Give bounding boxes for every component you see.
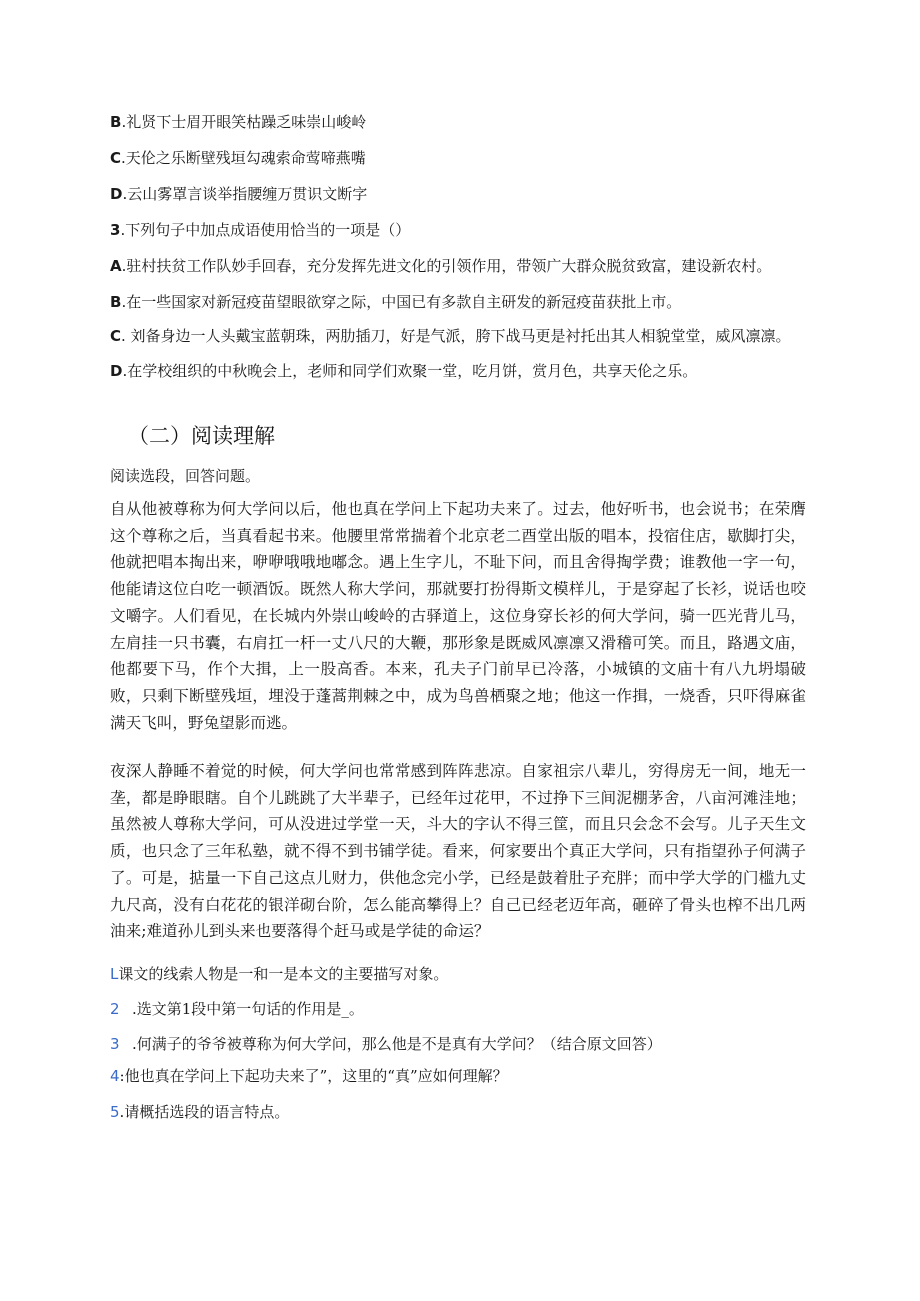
q3-option-c: [110, 326, 810, 346]
option-label: C: [110, 327, 122, 345]
option-label: D: [110, 362, 123, 380]
question-text: 课文的线索人物是一和一是本文的主要描写对象。: [118, 965, 449, 983]
question-number: L: [110, 965, 119, 983]
passage-paragraph-1: 自从他被尊称为何大学问以后，他也真在学问上下起功夫来了。过去，他好听书，也会说书；在荣膺这个尊称之后，当真看起书来。他腰里常常揣着个北京老二酉堂出版的唱本，投宿住店，歇脚打尖，他就把唱本掏出来，咿咿哦哦地嘟念。遇上生字儿，不耻下问，而且舍得掏学费；谁教他一字一句，他能请这位白吃一顿酒饭。既然人称大学问，那就要打扮得斯文模样儿，于是穿起了长衫，说话也咬文嚼字。人们看见，在长城内外崇山峻岭的古驿道上，这位身穿长衫的何大学问，骑一匹光背儿马，左肩挂一只书囊，右肩扛一杆一丈八尺的大鞭，那形象是既威风凛凛又滑稽可笑。而且，路遇文庙，他都要下马，作个大揖，上一股高香。本来，孔夫子门前早已冷落，小城镇的文庙十有八九坍塌破败，只剩下断壁残垣，埋没于蓬蒿荆棘之中，成为鸟兽栖聚之地；他这一作揖，一烧香，只吓得麻雀满天飞叫，野兔望影而逃。: [110, 500, 806, 732]
option-text: .在学校组织的中秋晚会上，老师和同学们欢聚一堂，吃月饼，赏月色，共享天伦之乐。: [122, 362, 698, 380]
question-number: 4: [110, 1067, 120, 1085]
question-1: [110, 964, 810, 984]
option-text: . 刘备身边一人头戴宝蓝朝珠，两肋插刀，好是气派，胯下战马更是衬托出其人相貌堂堂，威风凛凛。: [121, 327, 791, 345]
option-text: .云山雾罩言谈举指腰缠万贯识文断字: [122, 185, 368, 203]
option-text: .在一些国家对新冠疫苗望眼欲穿之际，中国已有多款自主研发的新冠疫苗获批上市。: [121, 293, 682, 311]
option-label: A: [110, 257, 122, 275]
question-text: .何满子的爷爷被尊称为何大学问，那么他是不是真有大学问？（结合原文回答）: [132, 1035, 662, 1053]
question-2: [110, 999, 810, 1019]
question-number: 2: [110, 1000, 120, 1018]
q2-option-c: [110, 148, 810, 168]
question-text: .请概括选段的语言特点。: [119, 1103, 290, 1121]
question-3: [110, 1034, 810, 1054]
section-heading: （二）阅读理解: [128, 424, 275, 448]
option-text: .天伦之乐断壁残垣勾魂索命莺啼燕嘴: [121, 149, 366, 167]
option-text: .礼贤下士眉开眼笑枯躁乏味崇山峻岭: [121, 113, 367, 131]
option-label: B: [110, 113, 122, 131]
q3-option-b: [110, 292, 810, 312]
question-text: :他也真在学问上下起功夫来了”，这里的“真”应如何理解？: [119, 1067, 508, 1085]
option-text: .驻村扶贫工作队妙手回春，充分发挥先进文化的引领作用，带领广大群众脱贫致富，建设新农村。: [121, 257, 772, 275]
question-4: [110, 1066, 810, 1086]
question-number: 3: [110, 221, 121, 239]
q2-option-b: [110, 112, 810, 132]
question-number: 3: [110, 1035, 120, 1053]
q3-stem: [110, 220, 810, 240]
option-label: D: [110, 185, 123, 203]
passage-paragraph-2: 夜深人静睡不着觉的时候，何大学问也常常感到阵阵悲凉。自家祖宗八辈儿，穷得房无一间，地无一垄，都是睁眼瞎。自个儿跳跳了大半辈子，已经年过花甲，不过挣下三间泥棚茅舍，八亩河滩洼地；虽然被人尊称大学问，可从没进过学堂一天，斗大的字认不得三筐，而且只会念不会写。儿子天生文质，也只念了三年私塾，就不得不到书铺学徒。看来，何家要出个真正大学问，只有指望孙子何满子了。可是，掂量一下自己这点儿财力，供他念完小学，已经是鼓着肚子充胖；而中学大学的门槛九丈九尺高，没有白花花的银洋砌台阶，怎么能高攀得上？自己已经老迈年高，砸碎了骨头也榨不出几两油来;难道孙儿到头来也要落得个赶马或是学徒的命运？: [110, 762, 806, 941]
q3-option-d: [110, 361, 810, 381]
question-text: .选文第1段中第一句话的作用是_。: [132, 1000, 364, 1018]
question-number: 5: [110, 1103, 120, 1121]
question-5: [110, 1102, 810, 1122]
q3-option-a: [110, 256, 810, 276]
section-instruction: 阅读选段，回答问题。: [110, 467, 261, 485]
option-label: B: [110, 293, 122, 311]
q2-option-d: [110, 184, 810, 204]
option-label: C: [110, 149, 122, 167]
question-text: .下列句子中加点成语使用恰当的一项是（）: [120, 221, 411, 239]
